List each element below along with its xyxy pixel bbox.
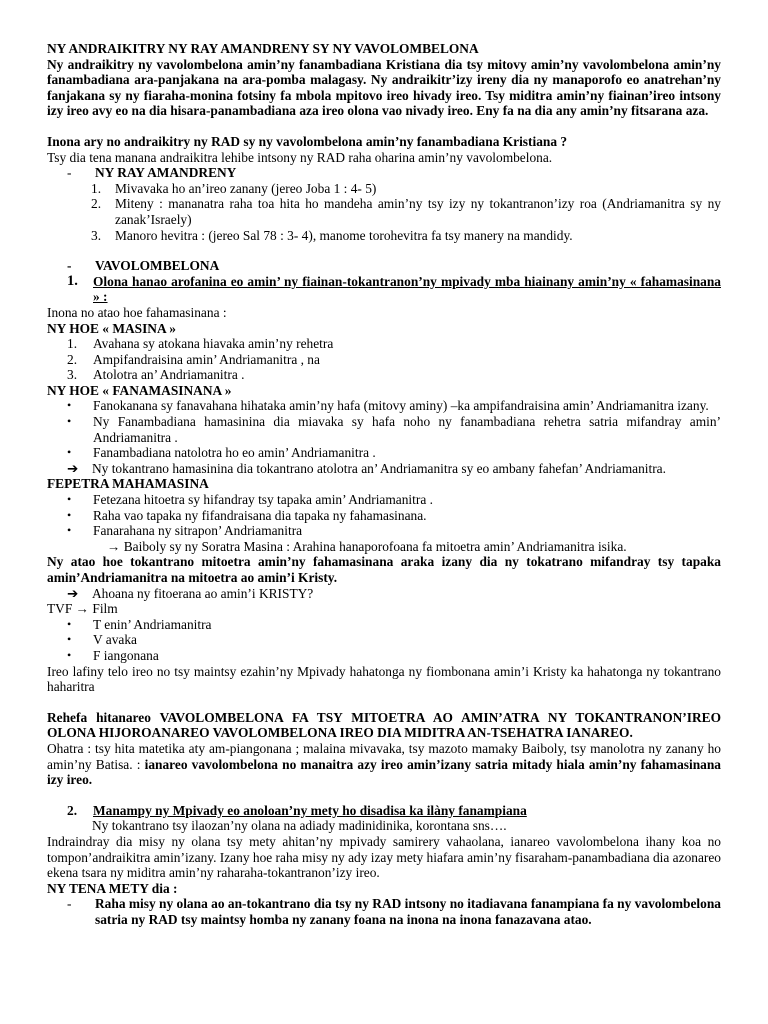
list-text: Atolotra an’ Andriamanitra . (93, 367, 245, 383)
arrow-item (47, 586, 721, 602)
list-number: 2. (91, 196, 102, 212)
list-item (47, 196, 721, 227)
ray-amandreny-heading (47, 165, 721, 181)
bullet-icon: • (67, 616, 72, 631)
bullet-item (47, 398, 721, 414)
bullet-text: Ny Fanambadiana hamasinina dia miavaka sy hafa noho ny fanambadiana rehetra satria mifandray amin’ Andriamanitra . (93, 414, 721, 445)
bullet-icon: • (67, 507, 72, 522)
list-number: 1. (91, 180, 102, 196)
bullet-icon: • (67, 647, 72, 662)
document-title: NY ANDRAIKITRY NY RAY AMANDRENY SY NY VAVOLOMBELONA (47, 41, 479, 56)
intro-paragraph: Ny andraikitry ny vavolombelona amin’ny fanambadiana Kristiana dia tsy mitovy amin’ny vavolombelona amin’ny fanambadiana ara-panjakana na ara-pomba malagasy. Ny andraikitr’izy ireny dia ny manaporofo eo anatrehan’ny fanjakana sy ny fiaraha-monina fotsiny fa mbola mpitovo ireo hivady ireo. Tsy miditra amin’ny fiainan’ireo intsony izy ireo avy eo na dia hisara-panambadiana aza ireo olona vao nivady ireo. Eny fa na dia any amin’ny fitsarana aza. (47, 56, 721, 119)
list-number: 1. (67, 336, 78, 352)
bullet-item (47, 508, 721, 524)
fepetra-subline: → Baiboly sy ny Soratra Masina : Arahina hanaporofoana fa mitoetra amin’ Andriamanitra isika. (107, 538, 627, 554)
tena-mety-heading: NY TENA METY dia : (47, 880, 178, 896)
point-two-subline: Ny tokantrano tsy ilaozan’ny olana na adiady madinidinika, korontana sns…. (92, 818, 507, 834)
last-item-text: Raha misy ny olana ao an-tokantrano dia tsy ny RAD intsony no itadiavana fanampiana fa ny vavolombelona satria ny RAD tsy maintsy homba ny zanany foana na inona na inona fanazavana atao. (95, 896, 721, 927)
dash-marker: - (67, 165, 72, 181)
bullet-text: F iangonana (93, 647, 159, 663)
arrow-text: Ny tokantrano hamasinina dia tokantrano atolotra an’ Andriamanitra sy eo ambany fahefan’ Andriamanitra. (92, 460, 666, 476)
vavolombelona-heading (47, 258, 721, 274)
section-label: VAVOLOMBELONA (95, 258, 220, 274)
bullet-icon: • (67, 445, 72, 460)
ny-atao-hoe-paragraph: Ny atao hoe tokantrano mitoetra amin’ny fahamasinana araka izany dia ny tokatrano mifandray tsy tapaka amin’Andriamanitra na mitoetra ao amin’i Kristy. (47, 554, 721, 585)
list-item (47, 367, 721, 383)
bullet-icon: • (67, 492, 72, 507)
bullet-icon: • (67, 398, 72, 413)
list-item (47, 352, 721, 368)
list-text: Manampy ny Mpivady eo anoloan’ny mety ho disadisa ka ilàny fanampiana (93, 802, 527, 818)
section-label: NY RAY AMANDRENY (95, 165, 237, 181)
question-answer: Tsy dia tena manana andraikitra lehibe intsony ny RAD raha oharina amin’ny vavolombelona. (47, 149, 553, 165)
list-text: Manoro hevitra : (jereo Sal 78 : 3- 4), manome torohevitra fa tsy manery na mandidy. (115, 227, 573, 243)
list-text: Mivavaka ho an’ireo zanany (jereo Joba 1 : 4- 5) (115, 180, 377, 196)
arrow-item (47, 461, 721, 477)
arrow-right-icon: ➔ (67, 460, 79, 476)
bullet-text: Fetezana hitoetra sy hifandray tsy tapaka amin’ Andriamanitra . (93, 492, 433, 508)
list-item (47, 181, 721, 197)
rehefa-paragraph: Rehefa hitanareo VAVOLOMBELONA FA TSY MITOETRA AO AMIN’ATRA NY TOKANTRANON’IREO OLONA HIJOROANAREO VAVOLOMBELONA IREO DIA MIDITRA AN-TSEHATRA IANAREO. (47, 709, 721, 741)
point-one (47, 274, 721, 305)
list-text: Avahana sy atokana hiavaka amin’ny rehetra (93, 336, 334, 352)
arrow-right-icon: ➔ (67, 585, 79, 601)
masina-heading: NY HOE « MASINA » (47, 320, 176, 336)
bullet-icon: • (67, 414, 72, 429)
bullet-text: V avaka (93, 632, 137, 648)
bullet-icon: • (67, 632, 72, 647)
list-number: 1. (67, 272, 78, 289)
bullet-item (47, 414, 721, 445)
bullet-text: Fanokanana sy fanavahana hihataka amin’ny hafa (mitovy aminy) –ka ampifandraisina amin’ Andriamanitra izany. (93, 398, 709, 414)
fepetra-heading: FEPETRA MAHAMASINA (47, 476, 209, 492)
bullet-icon: • (67, 523, 72, 538)
dash-marker: - (67, 258, 72, 274)
ohatra-text: Ohatra : tsy hita matetika aty am-piangonana ; malaina mivavaka, tsy mazoto mamaky Baiboly, tsy manolotra ny zanany ho amin’ny Batisa. : (47, 740, 721, 772)
bullet-item (47, 492, 721, 508)
bullet-item (47, 617, 721, 633)
question-heading: Inona ary no andraikitry ny RAD sy ny vavolombelona amin’ny fanambadiana Kristiana ? (47, 133, 568, 149)
bullet-item (47, 632, 721, 648)
point-two (47, 803, 721, 819)
ohatra-paragraph (47, 741, 721, 788)
list-item (47, 336, 721, 352)
list-number: 2. (67, 351, 78, 367)
ireo-lafiny-paragraph: Ireo lafiny telo ireo no tsy maintsy ezahin’ny Mpivady hahatonga ny fiombonana amin’i Kristy ka hahatonga ny tokantrano haharitra (47, 663, 721, 695)
list-text: Miteny : mananatra raha toa hita ho mandeha amin’ny tsy izy ny tokantranon’izy roa (Andriamanitra sy ny zanak’Israely) (115, 196, 721, 227)
list-item (47, 228, 721, 244)
bullet-item (47, 445, 721, 461)
bullet-text: Fanambadiana natolotra ho eo amin’ Andriamanitra . (93, 445, 376, 461)
list-text: Ampifandraisina amin’ Andriamanitra , na (93, 351, 320, 367)
tvf-line: TVF → Film (47, 601, 118, 617)
last-item (47, 896, 721, 927)
bullet-text: Raha vao tapaka ny fifandraisana dia tapaka ny fahamasinana. (93, 507, 427, 523)
inona-line: Inona no atao hoe fahamasinana : (47, 304, 227, 320)
document-page (47, 41, 721, 927)
indraindray-paragraph: Indraindray dia misy ny olana tsy mety ahitan’ny mpivady samirery vahaolana, ianareo vavolombelona ihany koa no tompon’andraikitra amin’izany. Izany hoe raha misy ny ady izay mety hiafara amin’ny fisaraham-panambadiana dia azonareo ekena tsara ny miditra amin’ny raharaha-tokantranon’izy ireo. (47, 833, 721, 881)
list-number: 3. (67, 367, 78, 383)
bullet-item (47, 523, 721, 539)
list-text: Olona hanao arofanina eo amin’ ny fiainan-tokantranon’ny mpivady mba hiainany amin’ny « fahamasinana » : (93, 273, 721, 305)
bullet-text: Fanarahana ny sitrapon’ Andriamanitra (93, 523, 303, 539)
bullet-text: T enin’ Andriamanitra (93, 616, 212, 632)
dash-marker: - (67, 896, 72, 912)
fanamasinana-heading: NY HOE « FANAMASINANA » (47, 382, 232, 398)
list-number: 3. (91, 227, 102, 243)
list-number: 2. (67, 802, 78, 818)
bullet-item (47, 648, 721, 664)
arrow-text: Ahoana ny fitoerana ao amin’i KRISTY? (92, 585, 314, 601)
ohatra-bold-text: ianareo vavolombelona no manaitra azy ireo amin’izany satria mitady hiala amin’ny fahamasinana izy ireo. (47, 756, 721, 788)
